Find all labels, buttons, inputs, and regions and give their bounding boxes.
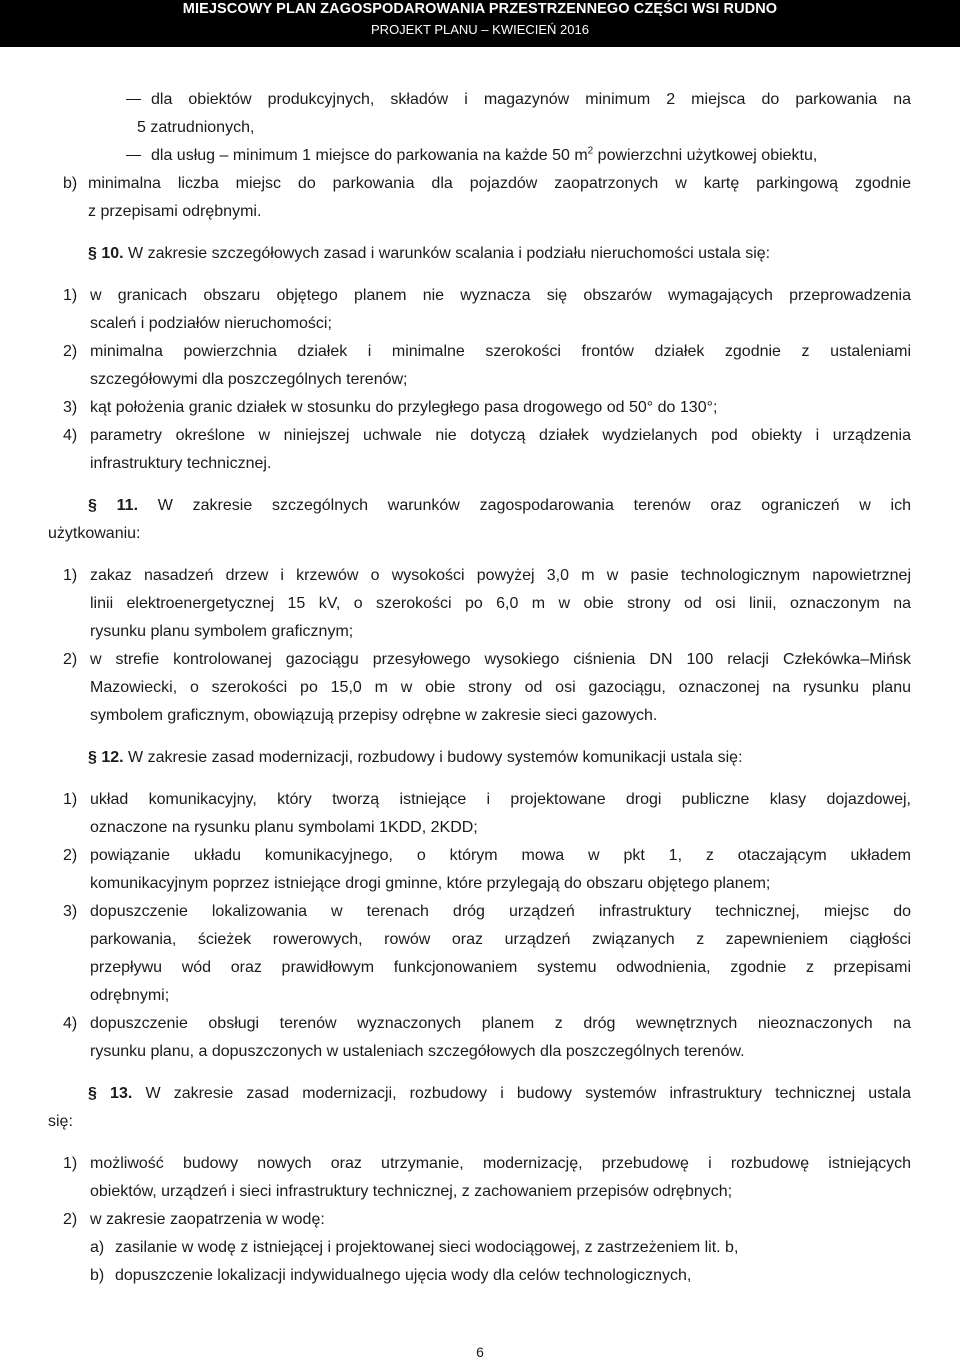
text-line: Mazowiecki, o szerokości po 15,0 m w obie strony od osi gazociągu, oznaczonej na rysunku planu (90, 679, 911, 696)
sub-list-item (0, 1234, 960, 1262)
text-line: powierzchni użytkowej obiektu, (593, 147, 818, 164)
list-label: 3) (63, 903, 78, 920)
list-item (0, 562, 960, 646)
text-line: z przepisami odrębnymi. (88, 203, 262, 220)
list-item (0, 338, 960, 394)
section-10-intro (0, 240, 960, 268)
text-line: odrębnymi; (90, 987, 170, 1004)
list-label: 1) (63, 1155, 78, 1172)
list-label: 2) (63, 1211, 78, 1228)
text-line: w strefie kontrolowanej gazociągu przesyłowego wysokiego ciśnienia DN 100 relacji Człekówka–Mińsk (90, 651, 911, 668)
text-line: powiązanie układu komunikacyjnego, o którym mowa w pkt 1, z otaczającym układem (90, 847, 911, 864)
text-line: linii elektroenergetycznej 15 kV, o szerokości po 6,0 m w obie strony od osi linii, oznaczonym na (90, 595, 911, 612)
section-intro-text: W zakresie szczegółowych zasad i warunków scalania i podziału nieruchomości ustala się: (123, 245, 771, 262)
list-label: 4) (63, 427, 78, 444)
text-line: oznaczone na rysunku planu symbolami 1KDD, 2KDD; (90, 819, 478, 836)
section-number: § 10. (88, 245, 124, 262)
dash-marker (126, 99, 141, 100)
text-line: dla obiektów produkcyjnych, składów i magazynów minimum 2 miejsca do parkowania na (151, 91, 911, 108)
list-label: b) (63, 175, 78, 192)
list-item (0, 786, 960, 842)
text-line: przepływu wód oraz prawidłowym funkcjonowaniem systemu odwodnienia, zgodnie z przepisami (90, 959, 911, 976)
section-11-intro (0, 492, 960, 548)
text-line: symbolem graficznym, obowiązują przepisy odrębne w zakresie sieci gazowych. (90, 707, 658, 724)
text-line: szczegółowymi dla poszczególnych terenów; (90, 371, 408, 388)
list-item (0, 842, 960, 898)
text-line: dopuszczenie lokalizacji indywidualnego ujęcia wody dla celów technologicznych, (115, 1267, 692, 1284)
list-label: 1) (63, 791, 78, 808)
section-13-intro (0, 1080, 960, 1136)
header-subtitle: PROJEKT PLANU – KWIECIEŃ 2016 (371, 22, 589, 37)
text-line: infrastruktury technicznej. (90, 455, 272, 472)
text-line: zasilanie w wodę z istniejącej i projektowanej sieci wodociągowej, z zastrzeżeniem lit. b, (115, 1239, 739, 1256)
dash-marker (126, 155, 141, 156)
text-line: dopuszczenie obsługi terenów wyznaczonych planem z dróg wewnętrznych nieoznaczonych na (90, 1015, 911, 1032)
section-intro-text: W zakresie szczególnych warunków zagospodarowania terenów oraz ograniczeń w ich (138, 497, 911, 514)
dash-item (0, 86, 960, 142)
text-line: parametry określone w niniejszej uchwale nie dotyczą działek wydzielanych pod obiekty i urządzenia (90, 427, 911, 444)
section-12-intro (0, 744, 960, 772)
document-body (0, 86, 960, 1290)
list-item (0, 1206, 960, 1234)
list-item (0, 282, 960, 338)
section-intro-text: się: (48, 1113, 73, 1130)
text-line: rysunku planu symbolem graficznym; (90, 623, 354, 640)
list-item (0, 422, 960, 478)
list-item (0, 646, 960, 730)
text-line: w zakresie zaopatrzenia w wodę: (90, 1211, 325, 1228)
list-label: 2) (63, 847, 78, 864)
list-label: 3) (63, 399, 78, 416)
text-line: możliwość budowy nowych oraz utrzymanie, modernizację, przebudowę i rozbudowę istniejących (90, 1155, 911, 1172)
text-line: obiektów, urządzeń i sieci infrastruktury technicznej, z zachowaniem przepisów odrębnych; (90, 1183, 733, 1200)
page-number: 6 (476, 1344, 484, 1360)
list-label: 1) (63, 287, 78, 304)
document-header (0, 0, 960, 47)
list-label: 4) (63, 1015, 78, 1032)
superscript: 2 (587, 145, 594, 157)
list-item (0, 170, 960, 226)
text-line: komunikacyjnym poprzez istniejące drogi gminne, które przylegają do obszaru objętego planem; (90, 875, 771, 892)
text-line: minimalna powierzchnia działek i minimalne szerokości frontów działek zgodnie z ustaleniami (90, 343, 911, 360)
text-line: kąt położenia granic działek w stosunku do przyległego pasa drogowego od 50° do 130°; (90, 399, 718, 416)
list-label: 2) (63, 343, 78, 360)
list-label: b) (90, 1267, 105, 1284)
section-number: § 13. (88, 1085, 133, 1102)
text-line: minimalna liczba miejsc do parkowania dla pojazdów zaopatrzonych w kartę parkingową zgodnie (88, 175, 911, 192)
section-number: § 11. (88, 497, 139, 514)
list-item (0, 394, 960, 422)
list-item (0, 1150, 960, 1206)
header-title: MIEJSCOWY PLAN ZAGOSPODAROWANIA PRZESTRZENNEGO CZĘŚCI WSI RUDNO (182, 1, 778, 17)
section-intro-text: W zakresie zasad modernizacji, rozbudowy i budowy systemów infrastruktury technicznej ustala (132, 1085, 911, 1102)
text-line: zakaz nasadzeń drzew i krzewów o wysokości powyżej 3,0 m w pasie technologicznym napowietrznej (90, 567, 911, 584)
text-line: układ komunikacyjny, który tworzą istniejące i projektowane drogi publiczne klasy dojazdowej, (90, 791, 911, 808)
text-line: 5 zatrudnionych, (137, 119, 255, 136)
section-number: § 12. (88, 749, 124, 766)
text-line: parkowania, ścieżek rowerowych, rowów oraz urządzeń związanych z zapewnieniem ciągłości (90, 931, 911, 948)
text-line: w granicach obszaru objętego planem nie wyznacza się obszarów wymagających przeprowadzenia (90, 287, 911, 304)
list-label: 1) (63, 567, 78, 584)
text-line: scaleń i podziałów nieruchomości; (90, 315, 332, 332)
list-label: 2) (63, 651, 78, 668)
dash-item (0, 142, 960, 170)
list-item (0, 1010, 960, 1066)
text-line: dla usług – minimum 1 miejsce do parkowania na każde 50 m (151, 147, 588, 164)
sub-list-item (0, 1262, 960, 1290)
section-intro-text: użytkowaniu: (48, 525, 141, 542)
text-line: rysunku planu, a dopuszczonych w ustaleniach szczegółowych dla poszczególnych terenów. (90, 1043, 745, 1060)
text-line: dopuszczenie lokalizowania w terenach dróg urządzeń infrastruktury technicznej, miejsc do (90, 903, 911, 920)
list-label: a) (90, 1239, 105, 1256)
section-intro-text: W zakresie zasad modernizacji, rozbudowy i budowy systemów komunikacji ustala się: (123, 749, 743, 766)
list-item (0, 898, 960, 1010)
